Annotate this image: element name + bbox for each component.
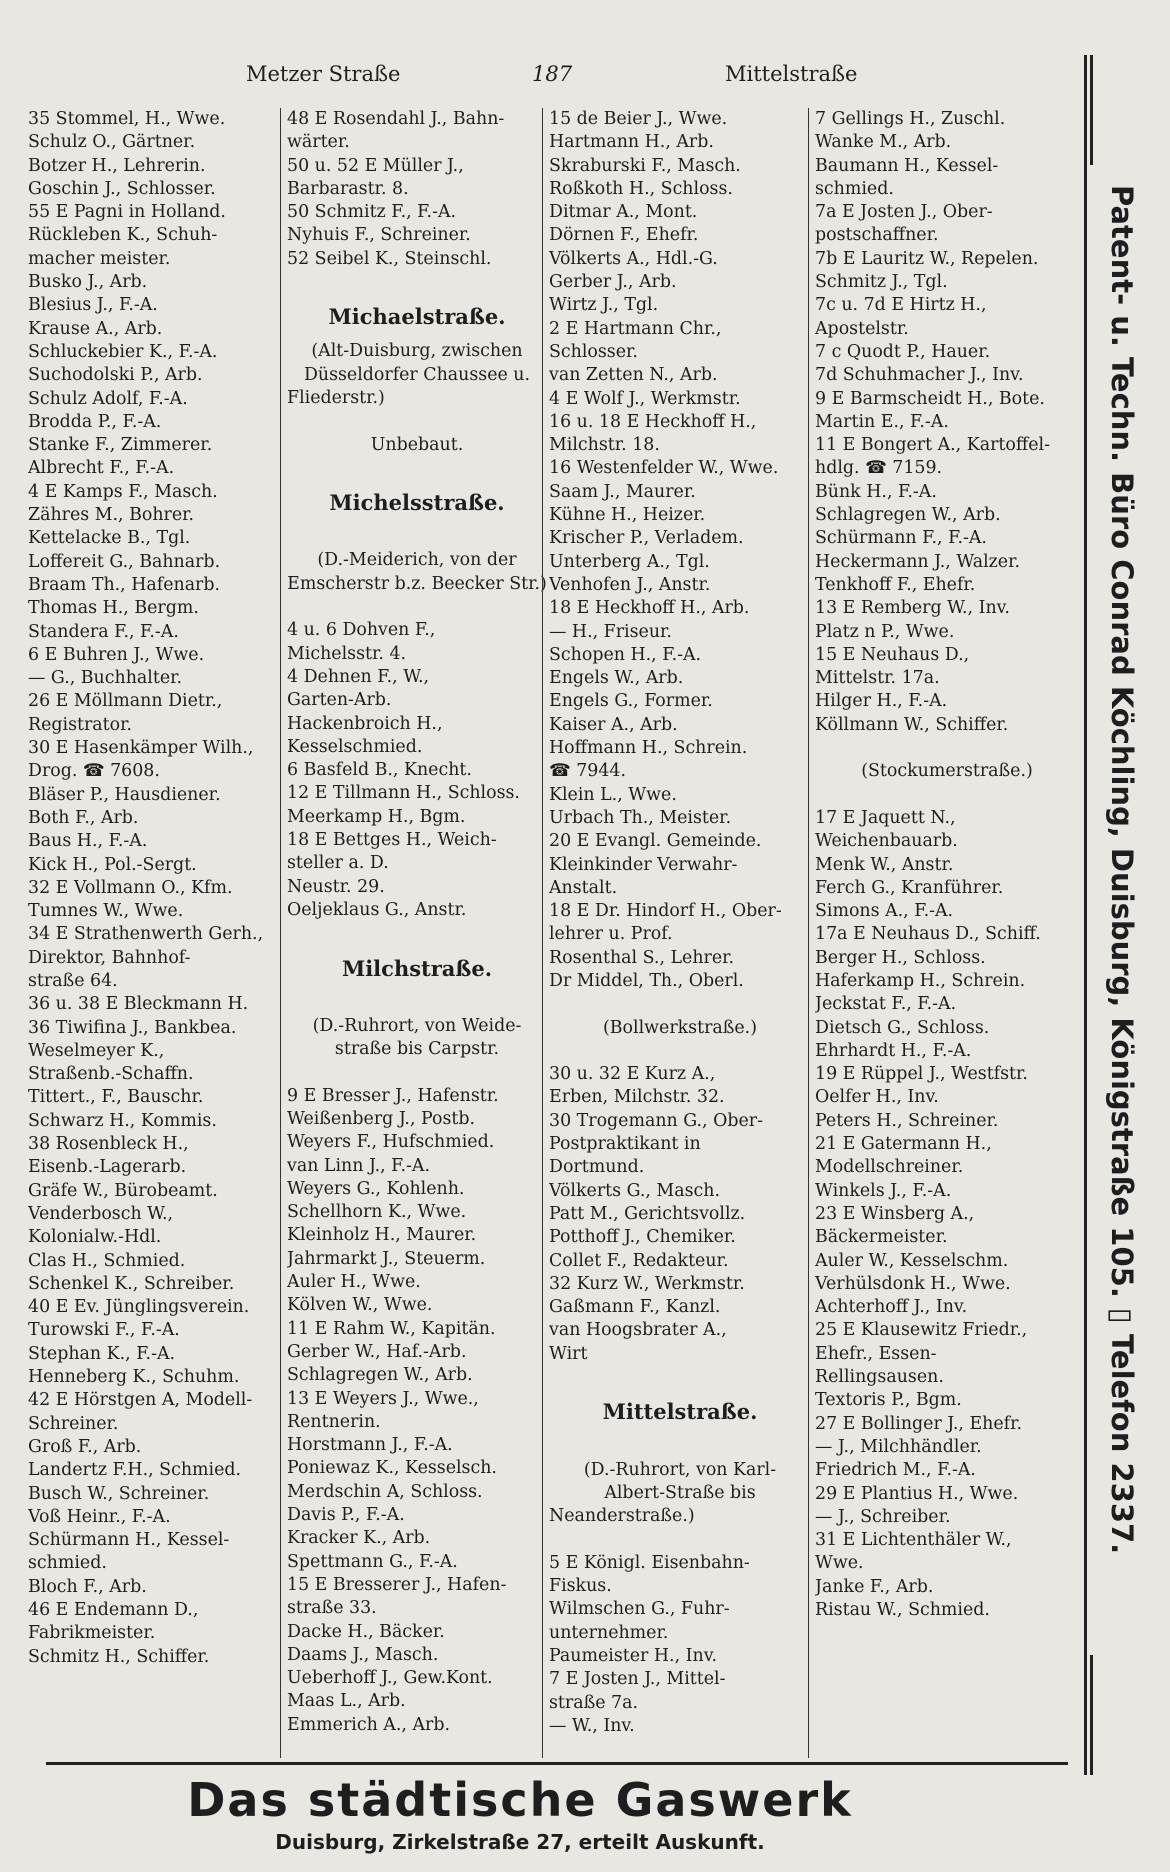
entry-line: — W., Inv. [549,1715,635,1736]
entry-line: — G., Buchhalter. [28,668,183,689]
entry-line: Apostelstr. [815,318,909,339]
entry-line: Schlagregen W., Arb. [815,505,1001,526]
entry-line: Barbarastr. 8. [287,178,409,199]
entry-line: Paumeister H., Inv. [549,1646,717,1666]
entry-line: 30 E Hasenkämper Wilh., [28,738,254,759]
entry-line: Fabrikmeister. [28,1623,156,1644]
entry-line: Schenkel K., Schreiber. [28,1273,235,1294]
page-header [0,62,1070,92]
entry-line: Bünk H., F.-A. [815,481,937,502]
entry-line: (Alt-Duisburg, zwischen [311,341,523,362]
entry-line: 29 E Plantius H., Wwe. [815,1483,1019,1504]
directory-columns [28,108,1072,1758]
entry-line: Skraburski F., Masch. [549,155,741,176]
entry-line: Venderbosch W., [28,1203,174,1224]
entry-line: Kick H., Pol.-Sergt. [28,854,197,875]
entry-line: hdlg. ☎ 7159. [815,458,943,479]
entry-line: Kaiser A., Arb. [549,714,678,735]
entry-line [815,737,1079,760]
entry-line: Direktor, Bahnhof- [28,947,191,968]
entry-line: Wanke M., Arb. [815,132,952,153]
entry-line: Verhülsdonk H., Wwe. [815,1273,1011,1294]
entry-line: 4 u. 6 Dohven F., [287,620,436,641]
entry-line: Dörnen F., Ehefr. [549,225,699,246]
entry-line: Loffereit G., Bahnarb. [28,551,221,572]
entry-line: Hackenbroich H., [287,713,443,734]
entry-line [549,1435,811,1458]
entry-line: van Linn J., F.-A. [287,1155,431,1176]
entry-line [287,410,547,433]
entry-line: 27 E Bollinger J., Ehefr. [815,1413,1023,1434]
entry-line: van Zetten N., Arb. [549,365,718,386]
entry-line: Weißenberg J., Postb. [287,1108,476,1129]
entry-line: 55 E Pagni in Holland. [28,202,226,223]
entry-line: Brodda P., F.-A. [28,411,162,432]
entry-line: Blesius J., F.-A. [28,295,158,316]
entry-line: schmied. [28,1553,107,1574]
entry-line: — H., Friseur. [549,621,672,642]
entry-line [549,1529,811,1552]
entry-line: Dietsch G., Schloss. [815,1017,990,1038]
entry-line: Postpraktikant in [549,1134,701,1155]
entry-line [549,1040,811,1063]
entry-line: 46 E Endemann D., [28,1600,199,1620]
entry-line: Wilmschen G., Fuhr- [549,1599,730,1620]
entry-line: Krischer P., Verladem. [549,528,744,549]
entry-line: Schreiner. [28,1413,119,1434]
entry-line: Oelfer H., Inv. [815,1087,939,1108]
entry-line: Bläser P., Hausdiener. [28,784,221,805]
entry-line: Völkerts A., Hdl.-G. [549,248,718,269]
entry-line: Stanke F., Zimmerer. [28,435,213,456]
entry-line: Clas H., Schmied. [28,1250,186,1271]
entry-line: 40 E Ev. Jünglingsverein. [28,1297,250,1318]
entry-line: Gaßmann F., Kanzl. [549,1297,721,1318]
street-heading: Milchstraße. [341,955,493,981]
side-rule [1084,55,1087,1775]
entry-line: Braam Th., Hafenarb. [28,574,221,595]
column-4 [808,108,1079,1758]
entry-line: 18 E Dr. Hindorf H., Ober- [549,901,782,922]
entry-line: Schmitz H., Schiffer. [28,1646,210,1667]
entry-line: 17 E Jaquett N., [815,807,956,828]
entry-line: 9 E Bresser J., Hafenstr. [287,1085,499,1106]
entry-line: Urbach Th., Meister. [549,807,732,828]
entry-line: (Stockumerstraße.) [861,761,1033,782]
entry-line: Jahrmarkt J., Steuerm. [287,1248,486,1269]
entry-line: 31 E Lichtenthäler W., [815,1530,1012,1551]
entry-line: Weyers F., Hufschmied. [287,1132,495,1153]
entry-line: Völkerts G., Masch. [549,1180,721,1201]
entry-line: 11 E Rahm W., Kapitän. [287,1318,496,1339]
entry-line [815,784,1079,807]
entry-line: Turowski F., F.-A. [28,1320,180,1341]
entry-line: Janke F., Arb. [815,1576,934,1597]
entry-line: Horstmann J., F.-A. [287,1435,453,1456]
side-rule-bottom [1090,1655,1093,1775]
bottom-rule [46,1762,1068,1765]
entry-line: Schellhorn K., Wwe. [287,1202,467,1223]
entry-line: straße bis Carpstr. [334,1039,500,1060]
entry-line: Spettmann G., F.-A. [287,1551,458,1572]
entry-line: Menk W., Anstr. [815,854,954,875]
entry-line [287,457,547,480]
entry-line: Potthoff J., Chemiker. [549,1227,736,1248]
entry-line: van Hoogsbrater A., [549,1320,727,1341]
entry-line: 35 Stommel, H., Wwe. [28,109,226,129]
entry-line: 20 E Evangl. Gemeinde. [549,831,762,852]
entry-line: Tumnes W., Wwe. [28,901,184,922]
entry-line: 16 u. 18 E Heckhoff H., [549,411,757,432]
entry-line: 7c u. 7d E Hirtz H., [815,295,987,316]
entry-line: Schmitz J., Tgl. [815,272,948,293]
entry-line: Ueberhoff J., Gew.Kont. [287,1668,493,1689]
entry-line: Gerber J., Arb. [549,272,677,293]
entry-line: Heckermann J., Walzer. [815,551,1021,572]
entry-line: (D.-Ruhrort, von Weide- [312,1015,522,1036]
side-ad-text: Patent- u. Techn. Büro Conrad Köchling, Duisburg, Königstraße 105. ▯ Telefon 2337. [1105,185,1139,1555]
entry-line: Baumann H., Kessel- [815,155,999,176]
entry-line: Modellschreiner. [815,1157,964,1178]
entry-line: 21 E Gatermann H., [815,1134,992,1155]
entry-line: Fiskus. [549,1576,612,1597]
entry-line: Straßenb.-Schaffn. [28,1064,194,1085]
entry-line: Hilger H., F.-A. [815,691,948,712]
entry-line: Rentnerin. [287,1411,381,1432]
entry-line: 19 E Rüppel J., Westfstr. [815,1064,1028,1085]
header-right-street: Mittelstraße [725,62,858,86]
entry-line: steller a. D. [287,853,389,874]
entry-line: postschaffner. [815,225,939,246]
entry-line: 32 E Vollmann O., Kfm. [28,877,233,898]
entry-line: — J., Schreiber. [815,1506,951,1527]
entry-line: Peters H., Schreiner. [815,1110,999,1131]
entry-line: Kesselschmied. [287,736,423,757]
entry-line: Albrecht F., F.-A. [28,458,175,479]
entry-line: Goschin J., Schlosser. [28,178,216,199]
entry-line: Meerkamp H., Bgm. [287,806,466,827]
entry-line: Auler H., Wwe. [287,1272,421,1293]
entry-line: Voß Heinr., F.-A. [28,1506,171,1527]
entry-line: Engels W., Arb. [549,668,684,689]
entry-line: Neanderstraße.) [549,1506,695,1527]
entry-line: 15 E Neuhaus D., [815,644,970,665]
entry-line: Schürmann F., F.-A. [815,528,987,549]
entry-line: Standera F., F.-A. [28,621,179,642]
entry-line: 7 Gellings H., Zuschl. [815,109,1006,129]
entry-line: 18 E Heckhoff H., Arb. [549,598,750,619]
entry-line: Oeljeklaus G., Anstr. [287,899,467,920]
entry-line: Unterberg A., Tgl. [549,551,710,572]
entry-line: Neustr. 29. [287,876,385,897]
entry-line: Kühne H., Heizer. [549,505,706,526]
entry-line: Schopen H., F.-A. [549,644,702,665]
ad-subtitle: Duisburg, Zirkelstraße 27, erteilt Auskunft. [275,1830,765,1854]
entry-line: Ferch G., Kranführer. [815,877,1004,898]
entry-line: Henneberg K., Schuhm. [28,1367,240,1388]
entry-line: Wirt [549,1343,588,1364]
entry-line: Poniewaz K., Kesselsch. [287,1458,497,1479]
entry-line: 36 Tiwifina J., Bankbea. [28,1017,237,1038]
entry-line: 17a E Neuhaus D., Schiff. [815,924,1041,945]
entry-line: Engels G., Former. [549,691,713,712]
entry-line: Ehefr., Essen- [815,1343,937,1364]
entry-line: 4 E Wolf J., Werkmstr. [549,388,741,409]
entry-line: Patt M., Gerichtsvollz. [549,1203,746,1224]
entry-line: straße 7a. [549,1692,638,1713]
entry-line: 25 E Klausewitz Friedr., [815,1320,1028,1341]
entry-line: Mittelstr. 17a. [815,668,940,689]
entry-line: Kolonialw.-Hdl. [28,1227,162,1248]
entry-line: Weichenbauarb. [815,831,958,852]
street-heading: Mittelstraße. [602,1399,758,1425]
entry-line: Emscherstr b.z. Beecker Str.) [287,573,547,594]
entry-line: straße 64. [28,970,118,991]
entry-line: Kleinholz H., Maurer. [287,1225,477,1246]
entry-line: Haferkamp H., Schrein. [815,970,1026,991]
entry-line: 7d Schuhmacher J., Inv. [815,365,1024,386]
entry-line: Rellingsausen. [815,1367,944,1388]
entry-line: 7a E Josten J., Ober- [815,202,993,223]
entry-line: Klein L., Wwe. [549,784,677,805]
entry-line: Emmerich A., Arb. [287,1714,450,1735]
header-left-street: Metzer Straße [246,62,401,86]
entry-line: straße 33. [287,1598,377,1619]
entry-line: Schürmann H., Kessel- [28,1530,230,1551]
entry-line [287,596,547,619]
entry-line: Thomas H., Bergm. [28,598,199,619]
entry-line: 23 E Winsberg A., [815,1203,975,1224]
entry-line: Schlagregen W., Arb. [287,1365,473,1386]
entry-line: Albert-Straße bis [604,1482,756,1503]
entry-line: Gerber W., Haf.-Arb. [287,1341,467,1362]
entry-line: Hoffmann H., Schrein. [549,738,748,759]
column-2 [280,108,547,1758]
entry-line: Suchodolski P., Arb. [28,365,203,386]
entry-line: Ditmar A., Mont. [549,202,698,223]
entry-line: 18 E Bettges H., Weich- [287,830,497,851]
entry-line: Registrator. [28,714,133,735]
entry-line: Textoris P., Bgm. [815,1390,962,1411]
entry-line: Schulz O., Gärtner. [28,132,196,153]
ad-title: Das städtische Gaswerk [187,1773,853,1827]
entry-line: 30 Trogemann G., Ober- [549,1110,763,1131]
entry-line [287,271,547,294]
entry-line: Hartmann H., Arb. [549,132,714,153]
entry-line: 26 E Möllmann Dietr., [28,691,223,712]
entry-line [287,922,547,945]
entry-line: Unbebaut. [370,434,464,455]
entry-line: Kölven W., Wwe. [287,1295,433,1316]
entry-line: 7 E Josten J., Mittel- [549,1669,726,1690]
entry-line: Tenkhoff F., Ehefr. [815,574,976,595]
entry-line: 13 E Remberg W., Inv. [815,598,1010,619]
entry-line: 7b E Lauritz W., Repelen. [815,248,1039,269]
entry-line: Both F., Arb. [28,807,139,828]
entry-line: Collet F., Redakteur. [549,1250,729,1271]
bottom-advertisement [0,1772,1040,1856]
entry-line: Schluckebier K., F.-A. [28,341,218,362]
entry-line: 50 u. 52 E Müller J., [287,155,464,176]
entry-line: Ehrhardt H., F.-A. [815,1040,972,1061]
entry-line: 6 Basfeld B., Knecht. [287,760,472,781]
entry-line: Botzer H., Lehrerin. [28,155,206,176]
entry-line: (Bollwerkstraße.) [602,1017,757,1038]
entry-line: Busch W., Schreiner. [28,1483,210,1504]
entry-line: wärter. [287,132,350,153]
entry-line: 4 Dehnen F., W., [287,666,430,687]
entry-line: Kettelacke B., Tgl. [28,528,191,549]
entry-line: Dr Middel, Th., Oberl. [549,970,744,991]
column-3 [542,108,811,1758]
entry-line [549,993,811,1016]
entry-line: unternehmer. [549,1622,669,1643]
entry-line: Fliederstr.) [287,387,385,408]
entry-line [287,1061,547,1084]
entry-line: Achterhoff J., Inv. [815,1297,968,1318]
entry-line: Nyhuis F., Schreiner. [287,225,471,246]
entry-line: Roßkoth H., Schloss. [549,178,733,199]
side-advertisement [1074,55,1166,1775]
entry-line: Düsseldorfer Chaussee u. [303,364,531,385]
entry-line: 16 Westenfelder W., Wwe. [549,458,779,479]
entry-line: Schlosser. [549,341,638,362]
column-1 [28,108,278,1758]
entry-line: 42 E Hörstgen A, Modell- [28,1390,253,1411]
entry-line: Weselmeyer K., [28,1040,165,1061]
entry-line: Groß F., Arb. [28,1436,142,1457]
street-heading: Michaelstraße. [328,304,506,330]
entry-line: Auler W., Kesselschm. [815,1250,1009,1271]
entry-line: Michelsstr. 4. [287,643,407,664]
entry-line: 36 u. 38 E Bleckmann H. [28,994,249,1015]
entry-line: Daams J., Masch. [287,1644,439,1665]
entry-line: Kleinkinder Verwahr- [549,854,738,875]
entry-line: Martin E., F.-A. [815,411,949,432]
entry-line: 34 E Strathenwerth Gerh., [28,924,264,945]
entry-line: Wirtz J., Tgl. [549,295,659,316]
entry-line: Drog. ☎ 7608. [28,761,160,782]
entry-line: Merdschin A, Schloss. [287,1481,483,1502]
entry-line: 11 E Bongert A., Kartoffel- [815,435,1050,456]
entry-line: Simons A., F.-A. [815,901,954,922]
entry-line: (D.-Ruhrort, von Karl- [583,1459,777,1480]
entry-line: Dortmund. [549,1157,645,1178]
entry-line: ☎ 7944. [549,761,626,782]
entry-line [287,992,547,1015]
entry-line: Zähres M., Bohrer. [28,505,195,526]
entry-line: Dacke H., Bäcker. [287,1621,445,1642]
entry-line: 32 Kurz W., Werkmstr. [549,1273,745,1294]
entry-line: 30 u. 32 E Kurz A., [549,1064,716,1085]
entry-line: Baus H., F.-A. [28,831,148,852]
entry-line: Davis P., F.-A. [287,1505,405,1526]
entry-line [287,526,547,549]
entry-line: Gräfe W., Bürobeamt. [28,1180,218,1201]
entry-line: 6 E Buhren J., Wwe. [28,644,205,665]
entry-line: Jeckstat F., F.-A. [815,994,957,1015]
entry-line: Krause A., Arb. [28,318,163,339]
entry-line: lehrer u. Prof. [549,924,673,945]
entry-line: (D.-Meiderich, von der [317,550,517,571]
entry-line: 52 Seibel K., Steinschl. [287,248,492,269]
entry-line: Venhofen J., Anstr. [549,574,711,595]
entry-line: Milchstr. 18. [549,435,660,456]
entry-line: Ristau W., Schmied. [815,1600,990,1620]
entry-line: Kracker K., Arb. [287,1528,431,1549]
entry-line: — J., Milchhändler. [815,1436,982,1457]
entry-line: Erben, Milchstr. 32. [549,1087,725,1108]
page-number: 187 [532,62,573,86]
entry-line: 15 de Beier J., Wwe. [549,109,728,129]
street-heading: Michelsstraße. [329,490,505,516]
entry-line: Eisenb.-Lagerarb. [28,1157,187,1178]
entry-line: Garten-Arb. [287,690,392,711]
entry-line: schmied. [815,178,894,199]
entry-line: 50 Schmitz F., F.-A. [287,202,457,223]
entry-line: Bloch F., Arb. [28,1576,147,1597]
entry-line: Stephan K., F.-A. [28,1343,176,1364]
entry-line: 15 E Bresserer J., Hafen- [287,1574,507,1595]
entry-line: Tittert., F., Bauschr. [28,1087,204,1108]
side-rule-top [1090,55,1093,165]
entry-line: Maas L., Arb. [287,1691,406,1712]
entry-line: Schulz Adolf, F.-A. [28,388,188,409]
entry-line: Landertz F.H., Schmied. [28,1460,242,1481]
entry-line: 48 E Rosendahl J., Bahn- [287,109,505,129]
entry-line: 2 E Hartmann Chr., [549,318,722,339]
entry-line: 12 E Tillmann H., Schloss. [287,783,520,804]
entry-line: Rosenthal S., Lehrer. [549,947,735,968]
entry-line: 7 c Quodt P., Hauer. [815,341,991,362]
entry-line: Winkels J., F.-A. [815,1180,952,1201]
entry-line: Rückleben K., Schuh- [28,225,218,246]
entry-line: Platz n P., Wwe. [815,621,955,642]
entry-line [549,1366,811,1389]
entry-line: 5 E Königl. Eisenbahn- [549,1552,750,1573]
entry-line: Köllmann W., Schiffer. [815,714,1009,735]
entry-line: Wwe. [815,1553,864,1574]
entry-line: Bäckermeister. [815,1227,948,1248]
entry-line: Friedrich M., F.-A. [815,1460,976,1481]
entry-line: macher meister. [28,248,171,269]
entry-line: Busko J., Arb. [28,272,148,293]
entry-line: Berger H., Schloss. [815,947,986,968]
entry-line: 9 E Barmscheidt H., Bote. [815,388,1045,409]
entry-line: Saam J., Maurer. [549,481,696,502]
entry-line: 13 E Weyers J., Wwe., [287,1388,479,1409]
entry-line: Weyers G., Kohlenh. [287,1178,465,1199]
entry-line: 38 Rosenbleck H., [28,1134,189,1155]
entry-line: Schwarz H., Kommis. [28,1110,217,1131]
entry-line: 4 E Kamps F., Masch. [28,481,218,502]
entry-line: Anstalt. [549,877,618,898]
